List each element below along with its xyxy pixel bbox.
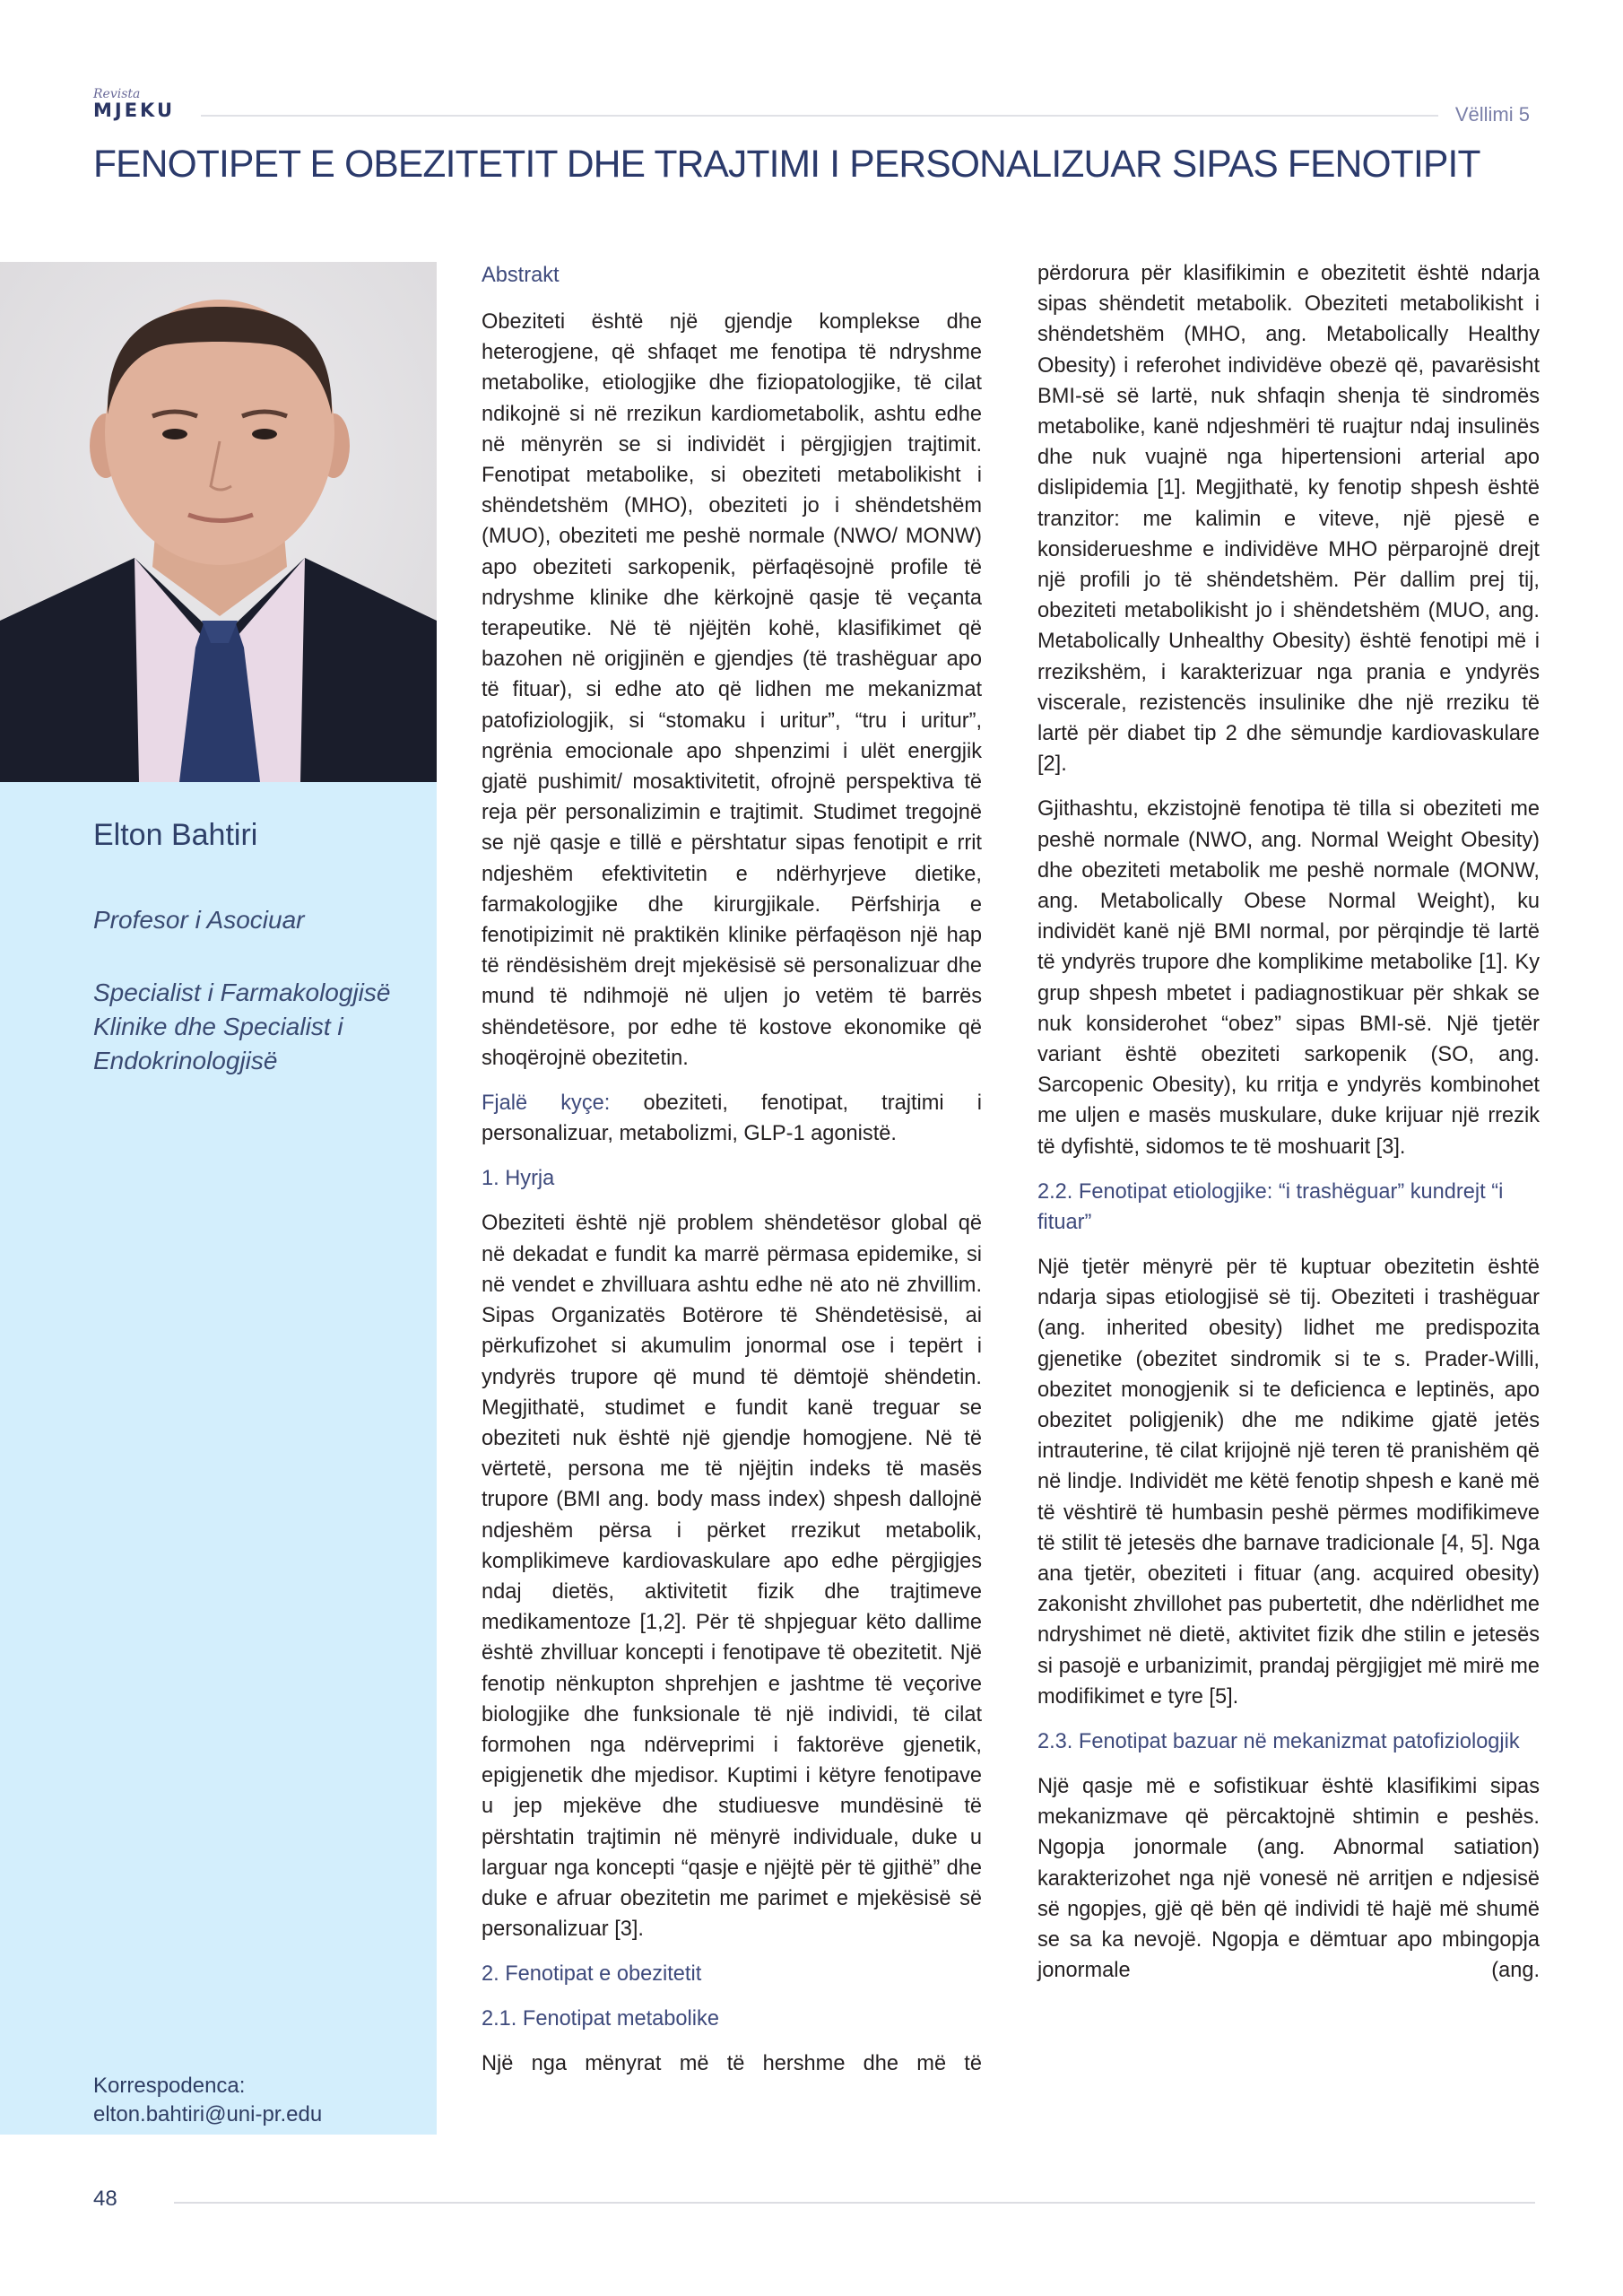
- author-specialty: Specialist i Farmakologjisë Klinike dhe Specialist i Endokrinologjisë: [93, 978, 391, 1074]
- section-heading-phenotypes: 2. Fenotipat e obezitetit: [482, 1962, 702, 1987]
- article-column-middle: [482, 260, 982, 2080]
- author-email-link[interactable]: elton.bahtiri@uni-pr.edu: [93, 2102, 323, 2126]
- author-photo: [0, 262, 437, 782]
- intro-paragraph: Obeziteti është një problem shëndetësor global që në dekadat e fundit ka marrë përmasa epidemike, si në vendet e zhvilluara ashtu edhe në ato në zhvillim. Sipas Organizatës Botërore të Shëndetësisë, ai përkufizohet si akumulim jonormal ose i tepërt i yndyrës trupore që mund të dëmtojë shëndetin. Megjithatë, studimet e fundit kanë treguar se obeziteti nuk është një gjendje homogjene. Në të vërtetë, persona me të njëjtin indeks të masës trupore (BMI ang. body mass index) shpesh dallojnë ndjeshëm përsa i përket rrezikut metabolik, komplikimeve kardiovaskulare apo edhe përgjigjes ndaj dietës, aktivitetit fizik dhe trajtimeve medikamentoze [1,2]. Për të shpjeguar këto dallime është zhvilluar koncepti i fenotipave të obezitetit. Një fenotip nënkupton shprehjen e jashtme të veçorive biologjike dhe funksionale të një individi, të cilat formohen nga ndërveprimi i faktorëve gjenetik, epigjenetik dhe mjedisor. Kuptimi i këtyre fenotipave u jep mjekëve dhe studiuesve mundësinë të përshtatin trajtimin në mënyrë individuale, duke u larguar nga koncepti “qasje e njëjtë për të gjithë” dhe duke e afruar obezitetin me parimet e mjekësisë së personalizuar [3].: [482, 1212, 982, 1942]
- article-title: FENOTIPET E OBEZITETIT DHE TRAJTIMI I PERSONALIZUAR SIPAS FENOTIPIT: [93, 144, 1480, 186]
- metabolic-paragraph-2: Gjithashtu, ekzistojnë fenotipa të tilla si obeziteti me peshë normale (NWO, ang. Normal Weight Obesity) dhe obeziteti metabolik me peshë normale (MONW, ang. Metabolically Obese Normal Weight), ku individët kanë një BMI normal, por përqindje të lartë të yndyrës trupore dhe komplikime metabolike [1]. Ky grup shpesh mbetet i padiagnostikuar për shkak se nuk konsiderohet “obez” sipas BMI-së. Një tjetër variant është obeziteti sarkopenik (SO, ang. Sarcopenic Obesity), ku rritja e yndyrës kombinohet me uljen e masës muskulare, duke krijuar një rrezik të dyfishtë, sidomos te të moshuarit [3].: [1037, 797, 1540, 1159]
- etiologic-paragraph: Një tjetër mënyrë për të kuptuar obezitetin është ndarja sipas etiologjisë së tij. Obeziteti i trashëguar (ang. inherited obesity) lidhet me predispozita gjenetike (obezitet sindromik si te s. Prader-Willi, obezitet monogjenik si te deficienca e leptinës, apo obezitet poligjenik) dhe me ndikime gjatë jetës intrauterine, të cilat krijojnë një teren të pranishëm që në lindje. Individët me këtë fenotip shpesh e kanë më të vështirë të humbasin peshë përmes modifikimeve të stilit të jetesës dhe barnave tradicionale [4, 5]. Nga ana tjetër, obeziteti i fituar (ang. acquired obesity) zakonisht zhvillohet pas pubertetit, dhe ndërlidhet me ndryshimet në dietë, aktivitet fizik dhe stilin e jetesës si pasojë e urbanizimit, prandaj përgjigjet më mirë me modifikimet e tyre [5].: [1037, 1255, 1540, 1709]
- pathophysiologic-paragraph: Një qasje më e sofistikuar është klasifikimi sipas mekanizmave që përcaktojnë shtimin e peshës. Ngopja jonormale (ang. Abnormal satiation) karakterizohet nga një vonesë në arritjen e ndjesisë së ngopjes, gjë që bën që individi të hajë më shumë se sa ka nevojë. Ngopja e dëmtuar apo mbingopja jonormale (ang.: [1037, 1774, 1540, 1983]
- keywords: [482, 1088, 982, 1149]
- correspondence: [93, 2072, 322, 2129]
- logo-revista: Revista: [93, 87, 141, 101]
- keywords-label: Fjalë kyçe:: [482, 1091, 611, 1116]
- section-heading-metabolic: 2.1. Fenotipat metabolike: [482, 2007, 719, 2031]
- logo-mjeku: MJEKU: [93, 100, 176, 121]
- footer-divider: [174, 2202, 1535, 2204]
- keywords-list: obeziteti, fenotipat, trajtimi i personalizuar, metabolizmi, GLP-1 agonistë.: [482, 1091, 982, 1146]
- section-heading-intro: 1. Hyrja: [482, 1167, 555, 1191]
- correspondence-label: Korrespodenca:: [93, 2074, 246, 2098]
- section-heading-etiologic: 2.2. Fenotipat etiologjike: “i trashëguar” kundrejt “i fituar”: [1037, 1179, 1504, 1234]
- author-sidebar: [0, 262, 437, 2135]
- journal-logo: [93, 88, 175, 120]
- author-name: Elton Bahtiri: [93, 818, 258, 852]
- abstract-heading: Abstrakt: [482, 264, 560, 287]
- portrait-icon: [0, 262, 437, 782]
- author-rank: Profesor i Asociuar: [93, 906, 305, 934]
- volume-label: Vëllimi 5: [1454, 103, 1530, 126]
- metabolic-paragraph-cont: përdorura për klasifikimin e obezitetit është ndarja sipas shëndetit metabolik. Obeziteti metabolikisht i shëndetshëm (MHO, ang. Metabolically Healthy Obesity) i referohet individëve obezë që, pavarësisht BMI-së së lartë, nuk shfaqin shenja të sindromës metabolike, kanë ndjeshmëri të ruajtur ndaj insulinës dhe nuk vuajnë nga hipertensioni arterial apo dislipidemia [1]. Megjithatë, ky fenotip shpesh është tranzitor: me kalimin e viteve, një pjesë e konsiderueshme e individëve MHO përparojnë drejt një profili jo të shëndetshëm. Për dallim prej tij, obeziteti metabolikisht jo i shëndetshëm (MUO, ang. Metabolically Unhealthy Obesity) është fenotipi më i rrezikshëm, i karakterizuar nga prania e yndyrës viscerale, rezistencës insulinike dhe një rreziku të lartë për diabet tip 2 dhe sëmundje kardiovaskulare [2].: [1037, 262, 1540, 777]
- header-divider: [201, 115, 1438, 117]
- section-heading-pathophysiologic: 2.3. Fenotipat bazuar në mekanizmat patofiziologjik: [1037, 1729, 1520, 1753]
- abstract-text: Obeziteti është një gjendje komplekse dhe heterogjene, që shfaqet me fenotipa të ndryshme metabolike, etiologjike dhe fiziopatologjike, të cilat ndikojnë si në rrezikun kardiometabolik, ashtu edhe në mënyrën se si individët i përgjigjen trajtimit. Fenotipat metabolike, si obeziteti metabolikisht i shëndetshëm (MHO), obeziteti jo i shëndetshëm (MUO), obeziteti me peshë normale (NWO/ MONW) apo obeziteti sarkopenik, përfaqësojnë profile të ndryshme klinike dhe kërkojnë qasje të veçanta terapeutike. Në të njëjtën kohë, klasifikimet që bazohen në origjinën e gjendjes (të trashëguar apo të fituar), si edhe ato që lidhen me mekanizmat patofiziologjik, si “stomaku i uritur”, “tru i uritur”, ngrënia emocionale apo shpenzimi i ulët energjik gjatë pushimit/ mosaktivitetit, ofrojnë perspektiva të reja për personalizimin e trajtimit. Studimet tregojnë se një qasje e tillë e përshtatur sipas fenotipit e rrit ndjeshëm efektivitetin e ndërhyrjeve dietike, farmakologjike dhe kirurgjikale. Përfshirja e fenotipizimit në praktikën klinike përfaqëson një hap të rëndësishëm drejt mjekësisë së personalizuar dhe mund të ndihmojë në uljen jo vetëm të barrës shëndetësore, por edhe të kostove ekonomike që shoqërojnë obezitetin.: [482, 310, 982, 1070]
- metabolic-paragraph-start: Një nga mënyrat më të hershme dhe më të: [482, 2052, 982, 2076]
- page-number: 48: [93, 2187, 117, 2211]
- article-column-right: [1037, 258, 1540, 1986]
